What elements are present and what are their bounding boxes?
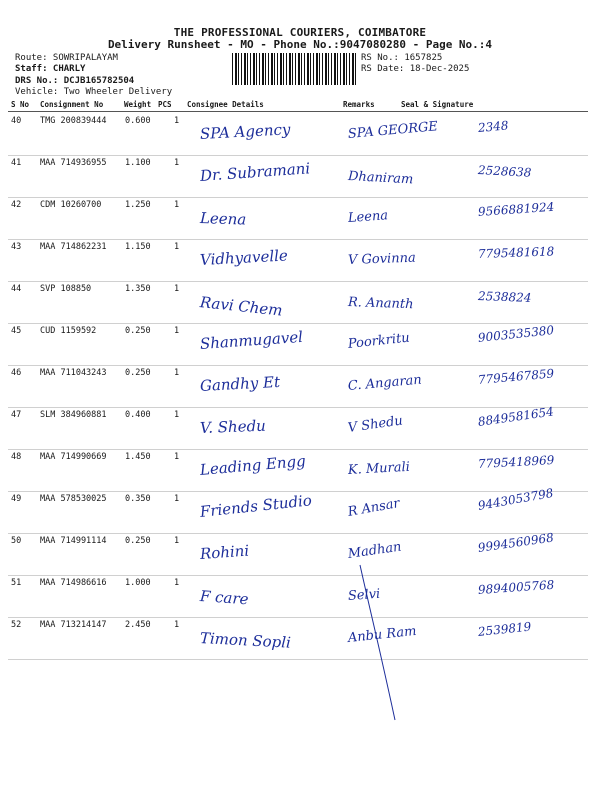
consignee-handwritten-name: Shanmugavel — [199, 327, 304, 353]
receiver-phone-number: 7795467859 — [477, 366, 555, 387]
receiver-signature: SPA GEORGE — [347, 119, 439, 142]
row-pcs: 1 — [174, 158, 180, 168]
row-consignment-no: SLM 384960881 — [40, 410, 107, 420]
table-row — [8, 281, 588, 324]
consignee-handwritten-name: Friends Studio — [199, 491, 313, 521]
row-weight: 0.350 — [125, 494, 151, 504]
row-weight: 0.250 — [125, 326, 151, 336]
row-sno: 50 — [11, 536, 22, 546]
receiver-phone-number: 7795418969 — [477, 453, 555, 471]
table-row — [8, 197, 588, 240]
row-weight: 1.250 — [125, 200, 151, 210]
row-weight: 1.450 — [125, 452, 151, 462]
drs-number: DRS No.: DCJB165782504 — [15, 76, 135, 86]
consignee-handwritten-name: SPA Agency — [199, 120, 291, 143]
column-header-seal: Seal & Signature — [401, 100, 474, 109]
row-pcs: 1 — [174, 284, 180, 294]
column-header-remarks: Remarks — [343, 100, 375, 109]
table-row — [8, 113, 588, 156]
row-pcs: 1 — [174, 410, 180, 420]
row-consignment-no: MAA 713214147 — [40, 620, 107, 630]
row-consignment-no: MAA 578530025 — [40, 494, 107, 504]
rs-date: RS Date: 18-Dec-2025 — [361, 64, 470, 74]
row-sno: 47 — [11, 410, 22, 420]
pen-scrawl — [340, 560, 410, 730]
receiver-phone-number: 9566881924 — [477, 199, 555, 219]
row-sno: 48 — [11, 452, 22, 462]
row-consignment-no: MAA 714991114 — [40, 536, 107, 546]
row-consignment-no: MAA 714990669 — [40, 452, 107, 462]
staff-label: Staff: CHARLY — [15, 64, 86, 74]
row-consignment-no: MAA 714986616 — [40, 578, 107, 588]
table-row — [8, 323, 588, 366]
row-consignment-no: SVP 108850 — [40, 284, 92, 294]
receiver-phone-number: 2539819 — [477, 619, 532, 639]
row-weight: 0.400 — [125, 410, 151, 420]
consignee-handwritten-name: Dr. Subramani — [199, 159, 311, 185]
row-sno: 40 — [11, 116, 22, 126]
consignee-handwritten-name: Leena — [199, 209, 247, 229]
table-row — [8, 617, 588, 660]
row-pcs: 1 — [174, 494, 180, 504]
receiver-signature: Selvi — [347, 586, 381, 604]
receiver-phone-number: 2538824 — [477, 289, 532, 305]
receiver-phone-number: 7795481618 — [477, 244, 555, 261]
receiver-phone-number: 8849581654 — [477, 404, 555, 429]
row-consignment-no: MAA 714862231 — [40, 242, 107, 252]
consignee-handwritten-name: Vidhyavelle — [199, 246, 289, 269]
receiver-phone-number: 9994560968 — [477, 530, 555, 555]
receiver-phone-number: 2528638 — [477, 163, 532, 180]
column-header-weight: Weight — [124, 100, 152, 109]
row-consignment-no: MAA 711043243 — [40, 368, 107, 378]
header-rule — [8, 111, 588, 112]
runsheet-title: Delivery Runsheet - MO - Phone No.:9047080280 - Page No.:4 — [107, 38, 493, 51]
row-pcs: 1 — [174, 116, 180, 126]
row-weight: 0.600 — [125, 116, 151, 126]
row-pcs: 1 — [174, 578, 180, 588]
row-weight: 1.150 — [125, 242, 151, 252]
row-weight: 0.250 — [125, 536, 151, 546]
row-weight: 1.100 — [125, 158, 151, 168]
column-header-consignee: Consignee Details — [187, 100, 264, 109]
row-sno: 52 — [11, 620, 22, 630]
consignee-handwritten-name: Gandhy Et — [199, 372, 281, 395]
row-consignment-no: MAA 714936955 — [40, 158, 107, 168]
receiver-signature: Leena — [347, 208, 389, 226]
receiver-signature: V Shedu — [346, 413, 404, 436]
table-row — [8, 239, 588, 282]
row-pcs: 1 — [174, 452, 180, 462]
column-header-sno: S No — [11, 100, 30, 109]
row-sno: 42 — [11, 200, 22, 210]
receiver-signature: K. Murali — [347, 459, 411, 478]
receiver-signature: Madhan — [346, 539, 403, 562]
barcode — [232, 53, 356, 85]
table-row — [8, 404, 588, 450]
table-row — [8, 449, 588, 492]
vehicle-label: Vehicle: Two Wheeler Delivery — [15, 87, 173, 97]
row-consignment-no: TMG 200839444 — [40, 116, 107, 126]
row-sno: 45 — [11, 326, 22, 336]
receiver-phone-number: 2348 — [477, 118, 510, 135]
row-pcs: 1 — [174, 368, 180, 378]
receiver-signature: Anbu Ram — [347, 623, 418, 646]
rs-number: RS No.: 1657825 — [361, 53, 443, 63]
receiver-signature: C. Angaran — [347, 372, 423, 394]
row-sno: 41 — [11, 158, 22, 168]
row-sno: 44 — [11, 284, 22, 294]
table-row — [8, 155, 588, 198]
company-title: THE PROFESSIONAL COURIERS, COIMBATORE — [173, 26, 427, 39]
column-header-pcs: PCS — [158, 100, 172, 109]
table-row — [8, 530, 588, 576]
receiver-signature: V Govinna — [347, 250, 416, 268]
row-pcs: 1 — [174, 326, 180, 336]
consignee-handwritten-name: Leading Engg — [199, 451, 307, 479]
row-weight: 0.250 — [125, 368, 151, 378]
row-sno: 43 — [11, 242, 22, 252]
row-weight: 2.450 — [125, 620, 151, 630]
row-sno: 49 — [11, 494, 22, 504]
row-sno: 46 — [11, 368, 22, 378]
route-label: Route: SOWRIPALAYAM — [15, 53, 118, 63]
column-header-consignment: Consignment No — [40, 100, 104, 109]
row-pcs: 1 — [174, 620, 180, 630]
consignee-handwritten-name: Ravi Chem — [199, 293, 284, 320]
consignee-handwritten-name: Rohini — [199, 541, 250, 563]
receiver-phone-number: 9003535380 — [477, 323, 555, 345]
table-row — [8, 365, 588, 408]
row-sno: 51 — [11, 578, 22, 588]
row-consignment-no: CDM 10260700 — [40, 200, 102, 210]
receiver-signature: R. Ananth — [347, 295, 414, 313]
consignee-handwritten-name: F care — [199, 587, 250, 609]
row-weight: 1.000 — [125, 578, 151, 588]
receiver-phone-number: 9894005768 — [477, 577, 555, 597]
receiver-signature: Poorkritu — [347, 330, 411, 352]
table-row — [8, 575, 588, 618]
consignee-handwritten-name: V. Shedu — [199, 416, 267, 437]
receiver-signature: Dhaniram — [347, 169, 414, 188]
row-pcs: 1 — [174, 242, 180, 252]
consignee-handwritten-name: Timon Sopli — [199, 629, 292, 652]
row-weight: 1.350 — [125, 284, 151, 294]
receiver-signature: R Ansar — [346, 496, 401, 520]
receiver-phone-number: 9443053798 — [476, 485, 555, 513]
table-row — [8, 485, 588, 534]
row-consignment-no: CUD 1159592 — [40, 326, 97, 336]
row-pcs: 1 — [174, 536, 180, 546]
row-pcs: 1 — [174, 200, 180, 210]
